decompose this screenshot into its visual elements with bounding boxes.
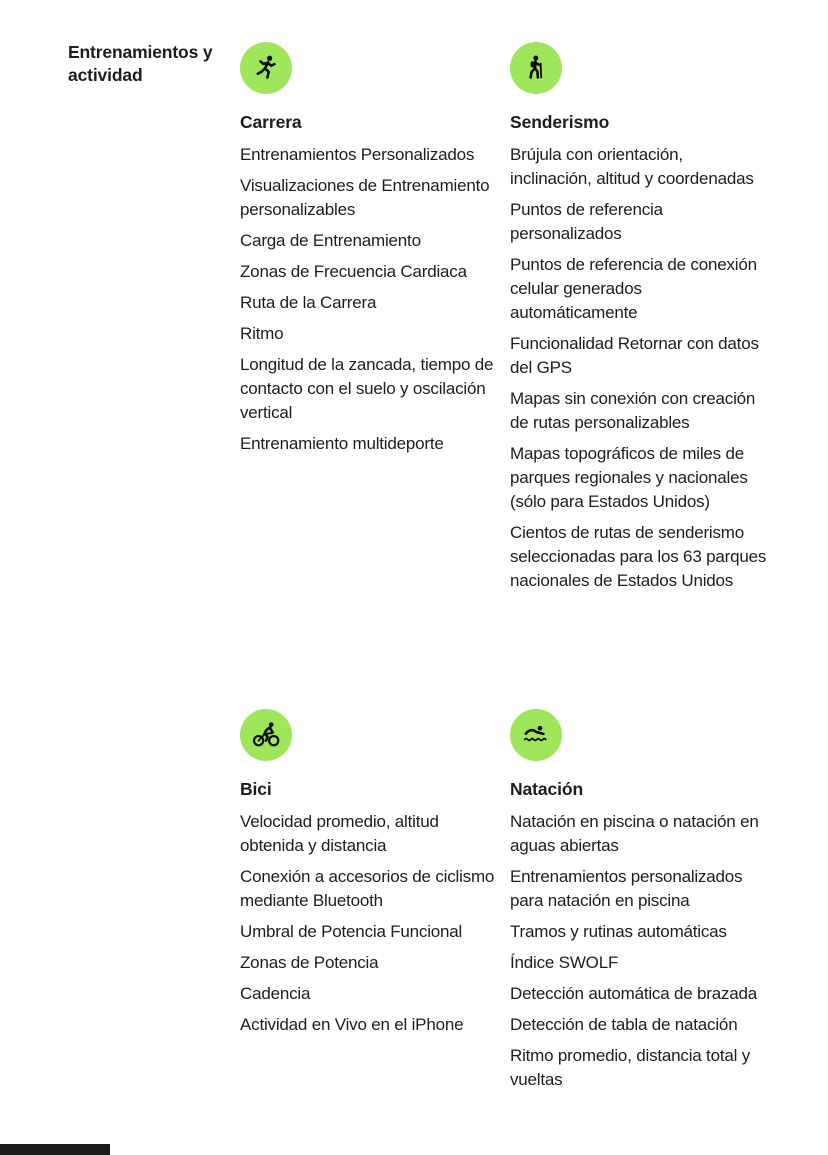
section-title-carrera: Carrera xyxy=(240,112,302,132)
hiking-icon-badge xyxy=(510,42,562,94)
feature-list-natacion xyxy=(510,810,768,1092)
section-card-senderismo xyxy=(510,42,768,600)
cycling-icon-badge xyxy=(240,709,292,761)
section-title-natacion: Natación xyxy=(510,779,584,799)
feature-item: Puntos de referencia de conexión celular generados automáticamente xyxy=(510,255,757,322)
swimming-icon xyxy=(521,720,551,750)
feature-item: Umbral de Potencia Funcional xyxy=(240,922,463,941)
group-title: Entrenamientos y actividad xyxy=(68,42,213,85)
next-section-edge xyxy=(0,1144,110,1155)
feature-item: Ritmo promedio, distancia total y vueltas xyxy=(510,1046,751,1089)
feature-item: Cadencia xyxy=(240,984,311,1003)
feature-item: Entrenamientos personalizados para natación en piscina xyxy=(510,867,743,910)
feature-item: Brújula con orientación, inclinación, altitud y coordenadas xyxy=(510,145,754,188)
feature-list-senderismo xyxy=(510,143,768,593)
feature-item: Entrenamiento multideporte xyxy=(240,434,444,453)
feature-item: Zonas de Frecuencia Cardiaca xyxy=(240,262,467,281)
section-title-senderismo: Senderismo xyxy=(510,112,610,132)
feature-item: Cientos de rutas de senderismo seleccionadas para los 63 parques nacionales de Estados Unidos xyxy=(510,523,767,590)
feature-item: Índice SWOLF xyxy=(510,953,619,972)
feature-item: Velocidad promedio, altitud obtenida y distancia xyxy=(240,812,439,855)
swimming-icon-badge xyxy=(510,709,562,761)
feature-item: Detección automática de brazada xyxy=(510,984,758,1003)
feature-item: Natación en piscina o natación en aguas abiertas xyxy=(510,812,759,855)
feature-item: Actividad en Vivo en el iPhone xyxy=(240,1015,464,1034)
section-card-carrera xyxy=(240,42,498,463)
feature-item: Ruta de la Carrera xyxy=(240,293,377,312)
cycling-icon xyxy=(251,720,281,750)
feature-item: Puntos de referencia personalizados xyxy=(510,200,663,243)
hiking-icon xyxy=(521,53,551,83)
feature-list-carrera xyxy=(240,143,498,456)
section-card-bici xyxy=(240,709,498,1044)
feature-item: Mapas sin conexión con creación de rutas personalizables xyxy=(510,389,756,432)
section-card-natacion xyxy=(510,709,768,1099)
feature-item: Zonas de Potencia xyxy=(240,953,379,972)
feature-item: Entrenamientos Personalizados xyxy=(240,145,475,164)
feature-item: Visualizaciones de Entrenamiento personalizables xyxy=(240,176,490,219)
feature-item: Tramos y rutinas automáticas xyxy=(510,922,727,941)
feature-item: Longitud de la zancada, tiempo de contacto con el suelo y oscilación vertical xyxy=(240,355,494,422)
feature-item: Detección de tabla de natación xyxy=(510,1015,738,1034)
feature-item: Conexión a accesorios de ciclismo mediante Bluetooth xyxy=(240,867,495,910)
feature-item: Carga de Entrenamiento xyxy=(240,231,421,250)
feature-item: Funcionalidad Retornar con datos del GPS xyxy=(510,334,759,377)
running-icon-badge xyxy=(240,42,292,94)
feature-item: Mapas topográficos de miles de parques regionales y nacionales (sólo para Estados Unidos) xyxy=(510,444,748,511)
feature-list-bici xyxy=(240,810,498,1037)
running-icon xyxy=(251,53,281,83)
section-title-bici: Bici xyxy=(240,779,272,799)
feature-item: Ritmo xyxy=(240,324,284,343)
